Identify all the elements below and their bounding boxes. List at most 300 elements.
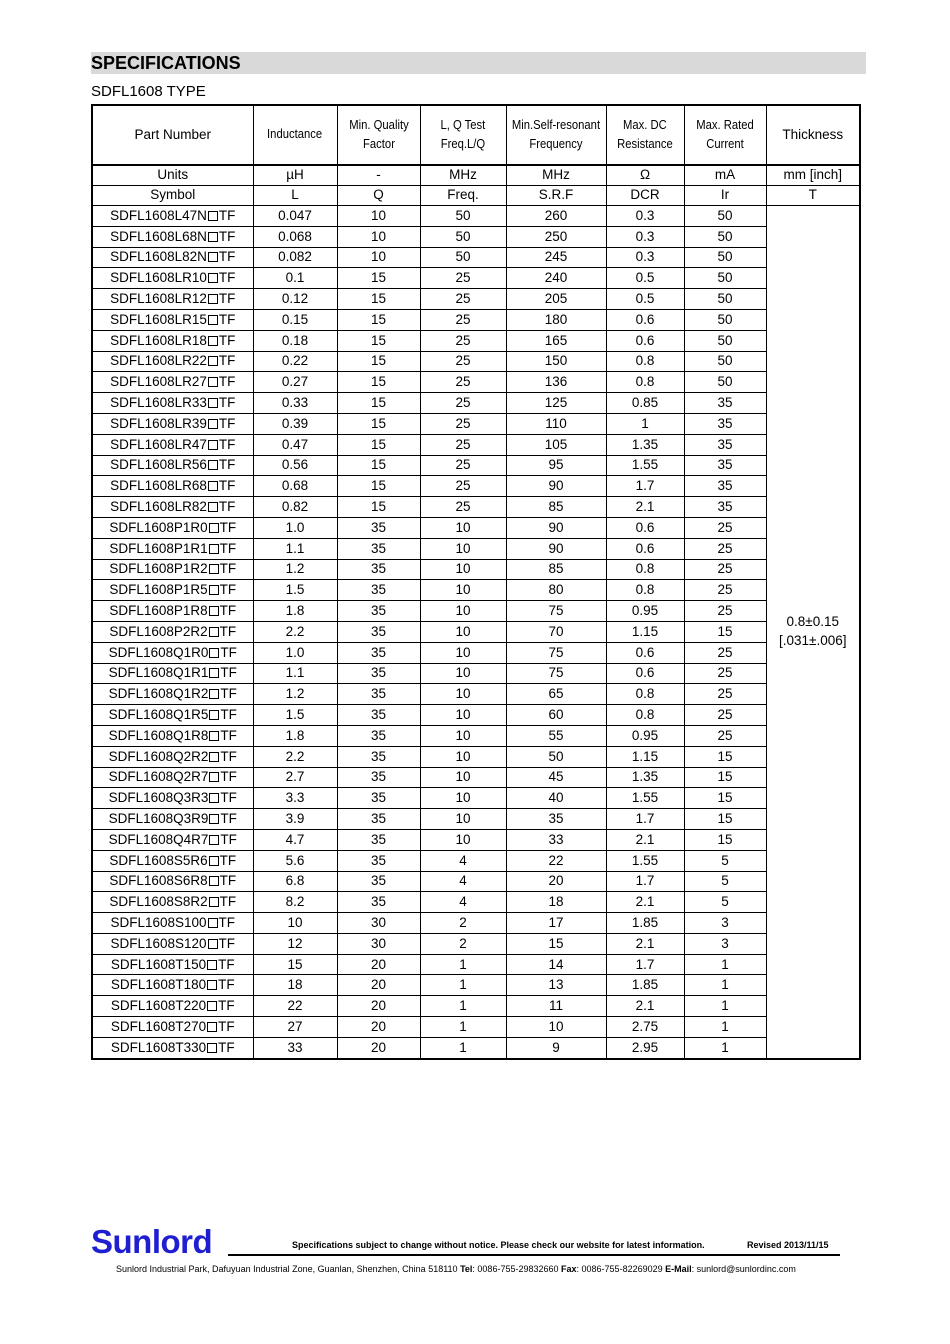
part-number-suffix: TF	[218, 228, 236, 244]
srf-cell: 20	[506, 871, 606, 892]
part-number-suffix: TF	[219, 852, 237, 868]
footer-address	[116, 1264, 796, 1274]
inductance-cell: 10	[253, 913, 337, 934]
srf-cell: 75	[506, 601, 606, 622]
dcr-cell: 0.95	[606, 601, 684, 622]
part-number-cell	[92, 330, 253, 351]
inductance-cell: 33	[253, 1037, 337, 1058]
srf-cell: 250	[506, 226, 606, 247]
table-row	[92, 892, 860, 913]
test-freq-cell: 10	[420, 601, 506, 622]
rated-current-cell: 50	[684, 330, 766, 351]
srf-cell: 85	[506, 559, 606, 580]
test-freq-cell: 10	[420, 705, 506, 726]
part-number-cell	[92, 1037, 253, 1058]
checkbox-placeholder-icon	[208, 294, 218, 304]
q-cell: 20	[337, 1037, 420, 1058]
q-cell: 35	[337, 684, 420, 705]
part-number-cell	[92, 309, 253, 330]
dcr-cell: 0.3	[606, 206, 684, 227]
test-freq-cell: 4	[420, 892, 506, 913]
footer-fax: : 0086-755-82269029	[576, 1264, 663, 1274]
part-number-cell	[92, 393, 253, 414]
rated-current-cell: 3	[684, 913, 766, 934]
rated-current-cell: 25	[684, 663, 766, 684]
section-title: SPECIFICATIONS	[91, 53, 241, 73]
table-row	[92, 642, 860, 663]
part-number-cell	[92, 538, 253, 559]
checkbox-placeholder-icon	[208, 481, 218, 491]
dcr-cell: 1.15	[606, 746, 684, 767]
checkbox-placeholder-icon	[209, 585, 219, 595]
rated-current-cell: 3	[684, 933, 766, 954]
table-row	[92, 455, 860, 476]
part-number-suffix: TF	[218, 977, 235, 993]
thickness-cell	[766, 206, 860, 1059]
rated-current-cell: 25	[684, 705, 766, 726]
srf-cell: 18	[506, 892, 606, 913]
dcr-cell: 1.35	[606, 434, 684, 455]
dcr-cell: 2.95	[606, 1037, 684, 1058]
q-cell: 35	[337, 663, 420, 684]
inductance-cell: 0.082	[253, 247, 337, 268]
header-row	[92, 105, 860, 165]
rated-current-cell: 25	[684, 642, 766, 663]
part-number-prefix: SDFL1608Q2R7	[108, 769, 209, 785]
footer-divider	[228, 1254, 840, 1256]
symbol-cell: Q	[337, 186, 420, 206]
part-number-cell	[92, 580, 253, 601]
test-freq-cell: 25	[420, 497, 506, 518]
inductance-cell: 1.2	[253, 684, 337, 705]
q-cell: 20	[337, 975, 420, 996]
inductance-cell: 0.18	[253, 330, 337, 351]
rated-current-cell: 25	[684, 559, 766, 580]
test-freq-cell: 10	[420, 788, 506, 809]
inductance-cell: 1.1	[253, 663, 337, 684]
table-row	[92, 226, 860, 247]
q-cell: 15	[337, 351, 420, 372]
units-cell: MHz	[506, 165, 606, 186]
table-row	[92, 372, 860, 393]
test-freq-cell: 10	[420, 829, 506, 850]
part-number-suffix: TF	[220, 790, 237, 806]
part-number-prefix: SDFL1608LR82	[110, 498, 207, 514]
checkbox-placeholder-icon	[209, 814, 219, 824]
test-freq-cell: 1	[420, 954, 506, 975]
rated-current-cell: 35	[684, 393, 766, 414]
test-freq-cell: 25	[420, 476, 506, 497]
rated-current-cell: 25	[684, 517, 766, 538]
srf-cell: 165	[506, 330, 606, 351]
srf-cell: 13	[506, 975, 606, 996]
part-number-suffix: TF	[219, 540, 237, 556]
srf-cell: 11	[506, 996, 606, 1017]
test-freq-cell: 10	[420, 746, 506, 767]
part-number-cell	[92, 601, 253, 622]
part-number-suffix: TF	[220, 644, 237, 660]
table-row	[92, 746, 860, 767]
test-freq-cell: 1	[420, 975, 506, 996]
table-row	[92, 517, 860, 538]
test-freq-cell: 1	[420, 1017, 506, 1038]
dcr-cell: 0.8	[606, 559, 684, 580]
checkbox-placeholder-icon	[208, 273, 218, 283]
q-cell: 20	[337, 954, 420, 975]
table-row	[92, 809, 860, 830]
part-number-cell	[92, 850, 253, 871]
part-number-cell	[92, 767, 253, 788]
rated-current-cell: 5	[684, 871, 766, 892]
part-number-cell	[92, 372, 253, 393]
inductance-cell: 2.7	[253, 767, 337, 788]
test-freq-cell: 10	[420, 767, 506, 788]
table-row	[92, 1037, 860, 1058]
srf-cell: 14	[506, 954, 606, 975]
part-number-cell	[92, 434, 253, 455]
test-freq-cell: 2	[420, 913, 506, 934]
rated-current-cell: 15	[684, 829, 766, 850]
thickness-inch: [.031±.006]	[779, 632, 847, 648]
checkbox-placeholder-icon	[209, 689, 219, 699]
checkbox-placeholder-icon	[209, 772, 219, 782]
part-number-prefix: SDFL1608P2R2	[109, 623, 208, 639]
q-cell: 35	[337, 642, 420, 663]
table-row	[92, 206, 860, 227]
symbol-cell: Ir	[684, 186, 766, 206]
dcr-cell: 2.1	[606, 996, 684, 1017]
table-row	[92, 954, 860, 975]
srf-cell: 50	[506, 746, 606, 767]
footer-revised-date: Revised 2013/11/15	[747, 1240, 829, 1250]
test-freq-cell: 25	[420, 289, 506, 310]
test-freq-cell: 25	[420, 455, 506, 476]
part-number-prefix: SDFL1608P1R8	[109, 602, 208, 618]
footer-tel-label: Tel	[460, 1264, 473, 1274]
srf-cell: 85	[506, 497, 606, 518]
dcr-cell: 0.3	[606, 247, 684, 268]
part-number-cell	[92, 497, 253, 518]
rated-current-cell: 50	[684, 268, 766, 289]
part-number-suffix: TF	[219, 519, 237, 535]
part-number-cell	[92, 289, 253, 310]
srf-cell: 65	[506, 684, 606, 705]
table-row	[92, 767, 860, 788]
part-number-suffix: TF	[219, 602, 237, 618]
part-number-suffix: TF	[218, 1039, 235, 1055]
q-cell: 35	[337, 829, 420, 850]
part-number-prefix: SDFL1608T180	[110, 977, 207, 993]
rated-current-cell: 25	[684, 580, 766, 601]
q-cell: 35	[337, 517, 420, 538]
test-freq-cell: 50	[420, 226, 506, 247]
table-row	[92, 705, 860, 726]
inductance-cell: 0.68	[253, 476, 337, 497]
part-number-prefix: SDFL1608LR56	[110, 457, 207, 473]
part-number-suffix: TF	[219, 623, 237, 639]
part-number-prefix: SDFL1608LR18	[110, 332, 207, 348]
units-row	[92, 165, 860, 186]
header-lq-test-freq: L, Q Test Freq.L/Q	[420, 105, 506, 165]
dcr-cell: 0.3	[606, 226, 684, 247]
part-number-cell	[92, 788, 253, 809]
symbol-row	[92, 186, 860, 206]
part-number-cell	[92, 705, 253, 726]
test-freq-cell: 25	[420, 330, 506, 351]
dcr-cell: 0.85	[606, 393, 684, 414]
q-cell: 35	[337, 809, 420, 830]
rated-current-cell: 50	[684, 351, 766, 372]
srf-cell: 240	[506, 268, 606, 289]
checkbox-placeholder-icon	[208, 419, 218, 429]
dcr-cell: 0.8	[606, 684, 684, 705]
inductance-cell: 3.3	[253, 788, 337, 809]
part-number-cell	[92, 206, 253, 227]
units-cell: mA	[684, 165, 766, 186]
inductance-cell: 8.2	[253, 892, 337, 913]
rated-current-cell: 50	[684, 372, 766, 393]
rated-current-cell: 15	[684, 809, 766, 830]
part-number-prefix: SDFL1608P1R5	[109, 582, 208, 598]
srf-cell: 45	[506, 767, 606, 788]
q-cell: 35	[337, 725, 420, 746]
part-number-prefix: SDFL1608Q1R2	[108, 686, 209, 702]
part-number-suffix: TF	[218, 311, 236, 327]
checkbox-placeholder-icon	[209, 856, 219, 866]
part-number-prefix: SDFL1608L68N	[110, 228, 207, 244]
table-row	[92, 788, 860, 809]
header-srf: Min.Self-resonant Frequency	[506, 105, 606, 165]
part-number-suffix: TF	[218, 415, 236, 431]
inductance-cell: 15	[253, 954, 337, 975]
q-cell: 15	[337, 413, 420, 434]
table-row	[92, 351, 860, 372]
dcr-cell: 1.7	[606, 809, 684, 830]
part-number-cell	[92, 954, 253, 975]
checkbox-placeholder-icon	[208, 398, 218, 408]
part-number-prefix: SDFL1608S100	[110, 914, 207, 930]
units-cell: -	[337, 165, 420, 186]
test-freq-cell: 25	[420, 413, 506, 434]
part-number-prefix: SDFL1608LR10	[110, 270, 207, 286]
footer-email-label: E-Mail	[665, 1264, 692, 1274]
test-freq-cell: 10	[420, 538, 506, 559]
units-cell: MHz	[420, 165, 506, 186]
q-cell: 20	[337, 996, 420, 1017]
part-number-prefix: SDFL1608LR15	[110, 311, 207, 327]
part-number-cell	[92, 247, 253, 268]
test-freq-cell: 25	[420, 393, 506, 414]
checkbox-placeholder-icon	[208, 377, 218, 387]
symbol-cell: L	[253, 186, 337, 206]
part-number-cell	[92, 975, 253, 996]
part-number-suffix: TF	[218, 998, 235, 1014]
table-row	[92, 850, 860, 871]
header-min-q: Min. Quality Factor	[337, 105, 420, 165]
rated-current-cell: 5	[684, 850, 766, 871]
checkbox-placeholder-icon	[208, 440, 218, 450]
test-freq-cell: 4	[420, 850, 506, 871]
test-freq-cell: 25	[420, 434, 506, 455]
rated-current-cell: 15	[684, 788, 766, 809]
srf-cell: 10	[506, 1017, 606, 1038]
test-freq-cell: 10	[420, 809, 506, 830]
part-number-cell	[92, 663, 253, 684]
part-number-suffix: TF	[220, 727, 237, 743]
checkbox-placeholder-icon	[209, 544, 219, 554]
rated-current-cell: 15	[684, 767, 766, 788]
inductance-cell: 0.39	[253, 413, 337, 434]
q-cell: 15	[337, 309, 420, 330]
part-number-suffix: TF	[218, 270, 236, 286]
rated-current-cell: 25	[684, 684, 766, 705]
table-row	[92, 996, 860, 1017]
test-freq-cell: 10	[420, 517, 506, 538]
part-number-prefix: SDFL1608LR68	[110, 478, 207, 494]
table-row	[92, 497, 860, 518]
checkbox-placeholder-icon	[208, 356, 218, 366]
test-freq-cell: 25	[420, 268, 506, 289]
srf-cell: 22	[506, 850, 606, 871]
test-freq-cell: 50	[420, 206, 506, 227]
srf-cell: 70	[506, 621, 606, 642]
test-freq-cell: 10	[420, 663, 506, 684]
table-row	[92, 871, 860, 892]
dcr-cell: 0.8	[606, 580, 684, 601]
thickness-mm: 0.8±0.15	[786, 613, 839, 629]
table-row	[92, 247, 860, 268]
part-number-suffix: TF	[218, 207, 236, 223]
part-number-cell	[92, 226, 253, 247]
srf-cell: 80	[506, 580, 606, 601]
symbol-cell: Freq.	[420, 186, 506, 206]
q-cell: 20	[337, 1017, 420, 1038]
dcr-cell: 2.1	[606, 497, 684, 518]
q-cell: 35	[337, 788, 420, 809]
part-number-suffix: TF	[220, 665, 237, 681]
rated-current-cell: 1	[684, 954, 766, 975]
checkbox-placeholder-icon	[208, 252, 218, 262]
checkbox-placeholder-icon	[208, 336, 218, 346]
part-number-cell	[92, 725, 253, 746]
checkbox-placeholder-icon	[208, 315, 218, 325]
rated-current-cell: 50	[684, 226, 766, 247]
part-number-prefix: SDFL1608Q2R2	[108, 748, 209, 764]
q-cell: 15	[337, 455, 420, 476]
part-number-prefix: SDFL1608Q1R1	[108, 665, 209, 681]
checkbox-placeholder-icon	[208, 939, 218, 949]
inductance-cell: 1.8	[253, 725, 337, 746]
q-cell: 10	[337, 206, 420, 227]
part-number-suffix: TF	[219, 582, 237, 598]
q-cell: 35	[337, 621, 420, 642]
part-number-prefix: SDFL1608Q3R3	[108, 790, 209, 806]
dcr-cell: 0.95	[606, 725, 684, 746]
inductance-cell: 0.82	[253, 497, 337, 518]
rated-current-cell: 25	[684, 601, 766, 622]
checkbox-placeholder-icon	[209, 523, 219, 533]
part-number-cell	[92, 684, 253, 705]
part-number-suffix: TF	[220, 686, 237, 702]
inductance-cell: 0.15	[253, 309, 337, 330]
dcr-cell: 1	[606, 413, 684, 434]
q-cell: 35	[337, 746, 420, 767]
q-cell: 35	[337, 559, 420, 580]
rated-current-cell: 5	[684, 892, 766, 913]
checkbox-placeholder-icon	[209, 564, 219, 574]
srf-cell: 35	[506, 809, 606, 830]
table-row	[92, 434, 860, 455]
dcr-cell: 1.15	[606, 621, 684, 642]
dcr-cell: 0.8	[606, 372, 684, 393]
table-row	[92, 975, 860, 996]
table-row	[92, 393, 860, 414]
rated-current-cell: 35	[684, 434, 766, 455]
part-number-prefix: SDFL1608P1R1	[109, 540, 208, 556]
srf-cell: 245	[506, 247, 606, 268]
part-number-cell	[92, 933, 253, 954]
part-number-suffix: TF	[218, 249, 236, 265]
header-dcr: Max. DC Resistance	[606, 105, 684, 165]
footer-notice: Specifications subject to change without notice. Please check our website for latest information.	[292, 1240, 705, 1250]
test-freq-cell: 10	[420, 621, 506, 642]
part-number-cell	[92, 351, 253, 372]
inductance-cell: 0.47	[253, 434, 337, 455]
q-cell: 15	[337, 289, 420, 310]
part-number-prefix: SDFL1608T220	[110, 998, 207, 1014]
dcr-cell: 1.7	[606, 954, 684, 975]
part-number-prefix: SDFL1608T270	[110, 1018, 207, 1034]
dcr-cell: 0.6	[606, 517, 684, 538]
table-row	[92, 621, 860, 642]
part-number-cell	[92, 268, 253, 289]
dcr-cell: 1.55	[606, 788, 684, 809]
part-number-prefix: SDFL1608LR12	[110, 291, 207, 306]
rated-current-cell: 1	[684, 1017, 766, 1038]
q-cell: 35	[337, 580, 420, 601]
inductance-cell: 27	[253, 1017, 337, 1038]
dcr-cell: 2.1	[606, 933, 684, 954]
table-row	[92, 663, 860, 684]
q-cell: 15	[337, 330, 420, 351]
checkbox-placeholder-icon	[208, 232, 218, 242]
srf-cell: 260	[506, 206, 606, 227]
part-number-suffix: TF	[220, 748, 237, 764]
table-row	[92, 684, 860, 705]
srf-cell: 33	[506, 829, 606, 850]
inductance-cell: 22	[253, 996, 337, 1017]
checkbox-placeholder-icon	[209, 793, 219, 803]
srf-cell: 125	[506, 393, 606, 414]
checkbox-placeholder-icon	[209, 648, 219, 658]
srf-cell: 60	[506, 705, 606, 726]
part-number-cell	[92, 642, 253, 663]
dcr-cell: 1.7	[606, 871, 684, 892]
checkbox-placeholder-icon	[208, 918, 218, 928]
rated-current-cell: 15	[684, 621, 766, 642]
test-freq-cell: 10	[420, 580, 506, 601]
part-number-prefix: SDFL1608P1R2	[109, 561, 208, 577]
srf-cell: 55	[506, 725, 606, 746]
q-cell: 35	[337, 892, 420, 913]
checkbox-placeholder-icon	[209, 835, 219, 845]
table-row	[92, 330, 860, 351]
part-number-suffix: TF	[219, 873, 237, 889]
part-number-prefix: SDFL1608Q1R0	[108, 644, 209, 660]
part-number-suffix: TF	[218, 478, 236, 494]
rated-current-cell: 1	[684, 975, 766, 996]
part-number-suffix: TF	[218, 956, 235, 972]
